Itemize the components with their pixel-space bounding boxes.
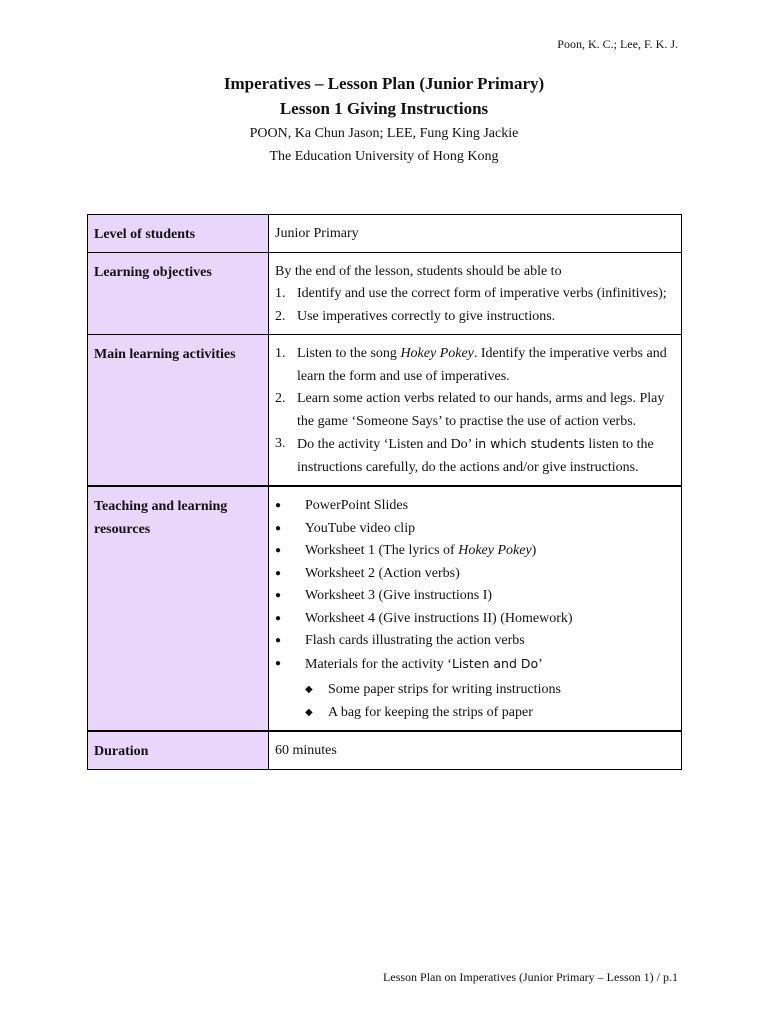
activities-list bbox=[275, 343, 675, 479]
bullet-icon: ● bbox=[275, 545, 282, 556]
item-text-part: listen to the instructions carefully, do the actions and/or give instructions. bbox=[297, 437, 654, 475]
objectives-list bbox=[275, 283, 675, 328]
lesson-title: Lesson 1 Giving Instructions bbox=[279, 99, 489, 118]
item-number: 1. bbox=[275, 346, 286, 361]
item-text-part: in which students bbox=[474, 436, 585, 451]
bullet-icon: ● bbox=[275, 612, 282, 624]
list-item bbox=[275, 433, 675, 479]
resources-list bbox=[275, 495, 675, 676]
duration-label: Duration bbox=[88, 731, 269, 770]
item-text-part: Listen and Do bbox=[451, 655, 539, 671]
sub-list-item bbox=[275, 701, 675, 724]
item-text bbox=[305, 540, 536, 563]
activities-label: Main learning activities bbox=[88, 335, 269, 487]
bullet-icon: ● bbox=[275, 657, 282, 669]
objectives-label: Learning objectives bbox=[88, 253, 269, 335]
title-block bbox=[0, 72, 768, 168]
list-item bbox=[275, 306, 675, 329]
list-item bbox=[275, 518, 675, 541]
diamond-bullet-icon: ◆ bbox=[305, 684, 313, 695]
item-text-part: Do the activity ‘Listen and Do’ bbox=[297, 437, 475, 452]
item-number: 1. bbox=[275, 286, 286, 301]
song-title: Hokey Pokey bbox=[458, 543, 532, 558]
resources-label-line: Teaching and learning bbox=[94, 499, 228, 514]
level-label: Level of students bbox=[88, 215, 269, 253]
list-item bbox=[275, 563, 675, 586]
item-text-part: ’ bbox=[538, 656, 543, 672]
item-text-part: Materials for the activity ‘ bbox=[305, 656, 452, 672]
item-text: Some paper strips for writing instructions bbox=[328, 682, 561, 697]
item-text bbox=[305, 653, 543, 677]
materials-sublist bbox=[275, 678, 675, 724]
row-objectives bbox=[88, 253, 682, 335]
authors: POON, Ka Chun Jason; LEE, Fung King Jackie bbox=[249, 126, 519, 141]
objectives-value bbox=[269, 253, 682, 335]
item-text: A bag for keeping the strips of paper bbox=[328, 705, 533, 720]
item-text bbox=[297, 433, 675, 479]
item-text-part: . Identify the imperative verbs and learn the form and use of imperatives. bbox=[297, 346, 667, 384]
list-item bbox=[275, 540, 675, 563]
item-number: 3. bbox=[275, 436, 286, 451]
lesson-plan-table bbox=[87, 214, 682, 770]
bullet-icon: ● bbox=[275, 500, 282, 511]
bullet-icon: ● bbox=[275, 567, 282, 579]
institution: The Education University of Hong Kong bbox=[269, 149, 499, 164]
item-text: Use imperatives correctly to give instructions. bbox=[297, 308, 556, 324]
row-level bbox=[88, 215, 682, 253]
diamond-bullet-icon: ◆ bbox=[305, 707, 313, 718]
row-resources bbox=[88, 486, 682, 731]
list-item bbox=[275, 343, 675, 388]
item-number: 2. bbox=[275, 308, 286, 324]
list-item bbox=[275, 608, 675, 631]
list-item bbox=[275, 630, 675, 653]
item-text-part: Worksheet 1 (The lyrics of bbox=[305, 543, 459, 558]
objectives-intro: By the end of the lesson, students should be able to bbox=[275, 264, 562, 279]
list-item bbox=[275, 585, 675, 608]
running-header: Poon, K. C.; Lee, F. K. J. bbox=[557, 37, 678, 51]
item-text: Flash cards illustrating the action verbs bbox=[305, 633, 525, 648]
resources-label bbox=[88, 486, 269, 731]
duration-value: 60 minutes bbox=[269, 731, 682, 770]
item-number: 2. bbox=[275, 391, 286, 406]
item-text: Worksheet 4 (Give instructions II) (Homework) bbox=[305, 610, 573, 626]
row-duration bbox=[88, 731, 682, 770]
item-text: YouTube video clip bbox=[305, 520, 416, 536]
bullet-icon: ● bbox=[275, 590, 282, 601]
document-title: Imperatives – Lesson Plan (Junior Primary) bbox=[223, 74, 545, 93]
list-item bbox=[275, 283, 675, 306]
list-item bbox=[275, 495, 675, 518]
item-text: PowerPoint Slides bbox=[305, 498, 409, 513]
item-text bbox=[297, 343, 675, 388]
item-text: Identify and use the correct form of imperative verbs (infinitives); bbox=[297, 286, 667, 301]
song-title: Hokey Pokey bbox=[400, 346, 474, 361]
list-item bbox=[275, 388, 675, 433]
level-value: Junior Primary bbox=[269, 215, 682, 253]
activities-value bbox=[269, 335, 682, 487]
bullet-icon: ● bbox=[275, 635, 282, 646]
list-item bbox=[275, 653, 675, 677]
item-text-part: ) bbox=[531, 543, 537, 558]
bullet-icon: ● bbox=[275, 522, 282, 534]
item-text-part: Listen to the song bbox=[297, 346, 401, 361]
page-footer: Lesson Plan on Imperatives (Junior Primary – Lesson 1) / p.1 bbox=[383, 970, 678, 984]
sub-list-item bbox=[275, 678, 675, 701]
resources-value bbox=[269, 486, 682, 731]
resources-label-line: resources bbox=[94, 522, 151, 537]
item-text: Worksheet 3 (Give instructions I) bbox=[305, 588, 493, 603]
item-text: Worksheet 2 (Action verbs) bbox=[305, 565, 460, 581]
row-activities bbox=[88, 335, 682, 487]
item-text: Learn some action verbs related to our hands, arms and legs. Play the game ‘Someone Says’ to practise the use of action verbs. bbox=[297, 391, 665, 429]
